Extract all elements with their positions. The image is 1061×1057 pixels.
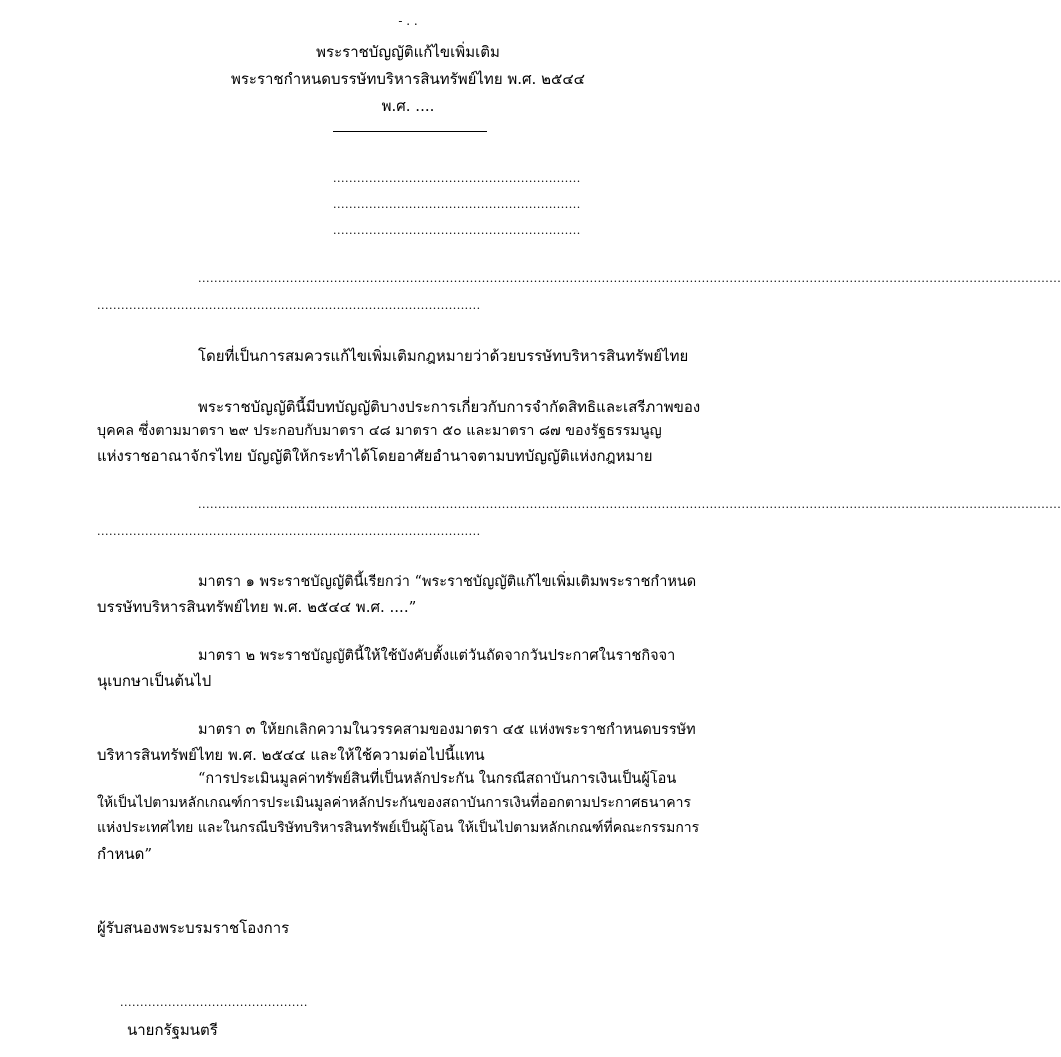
countersign-label: ผู้รับสนองพระบรมราชโองการ: [97, 919, 290, 937]
top-marks: - . .: [398, 14, 418, 28]
dotted-line-c: ..............................................................: [333, 224, 581, 237]
section-3-line-5: แห่งประเทศไทย และในกรณีบริษัทบริหารสินทรัพย์เป็นผู้โอน ให้เป็นไปตามหลักเกณฑ์ที่คณะกรรมการ: [97, 820, 700, 836]
section-3-line-2: บริหารสินทรัพย์ไทย พ.ศ. ๒๕๔๔ และให้ใช้ความต่อไปนี้แทน: [97, 746, 485, 764]
rights-line-1: พระราชบัญญัตินี้มีบทบัญญัติบางประการเกี่ยวกับการจำกัดสิทธิและเสรีภาพของ: [198, 398, 701, 416]
section-2-line-1: มาตรา ๒ พระราชบัญญัตินี้ให้ใช้บังคับตั้งแต่วันถัดจากวันประกาศในราชกิจจา: [198, 648, 676, 664]
rights-line-3: แห่งราชอาณาจักรไทย บัญญัติให้กระทำได้โดยอาศัยอำนาจตามบทบัญญัติแห่งกฎหมาย: [97, 447, 653, 465]
title-underline: [333, 131, 487, 132]
dotted-line-b: ..............................................................: [333, 198, 581, 211]
signatory-position: นายกรัฐมนตรี: [127, 1021, 218, 1039]
section-3-line-3: “การประเมินมูลค่าทรัพย์สินที่เป็นหลักประกัน ในกรณีสถาบันการเงินเป็นผู้โอน: [198, 771, 677, 787]
preamble-reason: โดยที่เป็นการสมควรแก้ไขเพิ่มเติมกฎหมายว่าด้วยบรรษัทบริหารสินทรัพย์ไทย: [198, 347, 689, 365]
section-2-line-2: นุเบกษาเป็นต้นไป: [97, 672, 212, 690]
title-line-2: พระราชกำหนดบรรษัทบริหารสินทรัพย์ไทย พ.ศ. ๒๕๔๔: [230, 70, 586, 88]
title-line-3: พ.ศ. ....: [381, 97, 435, 115]
section-3-line-6: กำหนด”: [97, 845, 153, 863]
section-3-line-4: ให้เป็นไปตามหลักเกณฑ์การประเมินมูลค่าหลักประกันของสถาบันการเงินที่ออกตามประกาศธนาคาร: [97, 795, 692, 811]
signature-dotted-line: ...............................................: [120, 996, 308, 1009]
section-3-line-1: มาตรา ๓ ให้ยกเลิกความในวรรคสามของมาตรา ๔๕ แห่งพระราชกำหนดบรรษัท: [198, 722, 696, 738]
preamble-dotted-line-2: ................................................................................................: [97, 299, 481, 312]
section-1-line-2: บรรษัทบริหารสินทรัพย์ไทย พ.ศ. ๒๕๔๔ พ.ศ. ....”: [97, 598, 417, 616]
preamble-dotted-line-1: ........................................................................................................................................................................................................................: [198, 272, 1061, 285]
dotted-line-a: ..............................................................: [333, 172, 581, 185]
enact-dotted-line-2: ................................................................................................: [97, 525, 481, 538]
title-line-1: พระราชบัญญัติแก้ไขเพิ่มเติม: [316, 43, 500, 61]
section-1-line-1: มาตรา ๑ พระราชบัญญัตินี้เรียกว่า “พระราชบัญญัติแก้ไขเพิ่มเติมพระราชกำหนด: [198, 574, 697, 590]
rights-line-2: บุคคล ซึ่งตามมาตรา ๒๙ ประกอบกับมาตรา ๔๘ มาตรา ๕๐ และมาตรา ๘๗ ของรัฐธรรมนูญ: [97, 423, 662, 439]
enact-dotted-line-1: ........................................................................................................................................................................................................................: [198, 498, 1061, 511]
